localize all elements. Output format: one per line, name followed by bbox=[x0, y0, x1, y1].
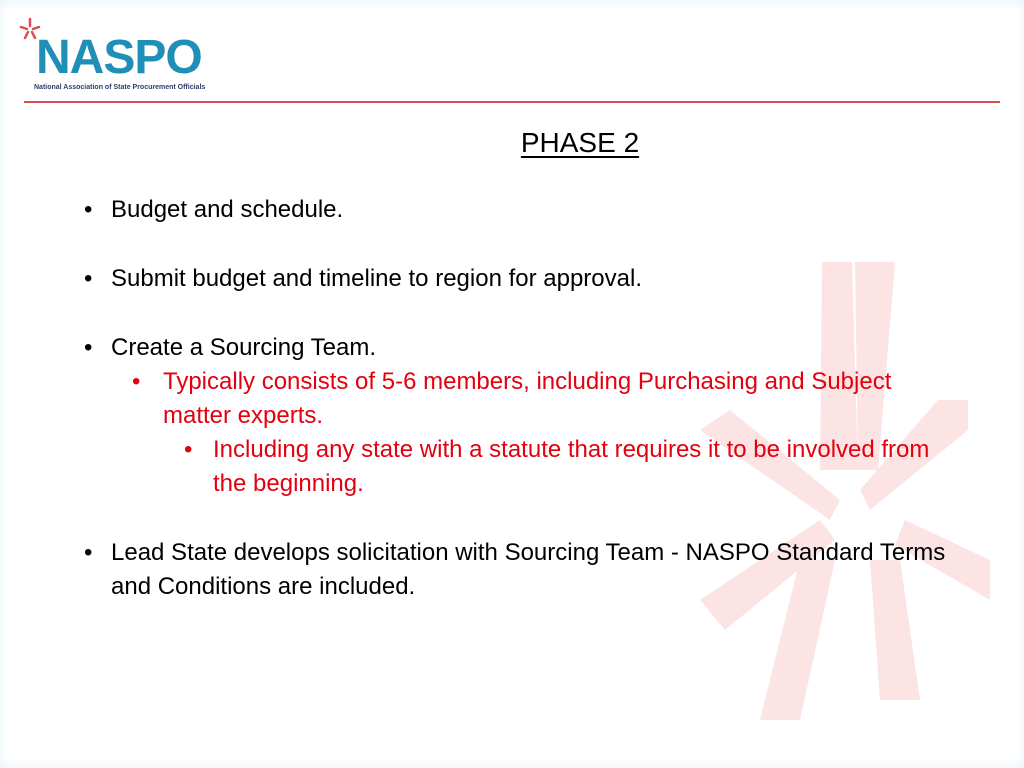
bullet-text: Lead State develops solicitation with Sourcing Team - NASPO Standard Terms and Conditions are included. bbox=[111, 539, 946, 600]
bullet-dot-icon: • bbox=[84, 196, 93, 223]
bullet-text: Create a Sourcing Team. bbox=[111, 334, 377, 361]
logo-subtitle: National Association of State Procurement Officials bbox=[34, 84, 206, 91]
naspo-logo bbox=[16, 16, 206, 96]
bullet-dot-icon: • bbox=[84, 265, 93, 292]
bullet-text: Submit budget and timeline to region for approval. bbox=[111, 265, 642, 292]
bullet-dot-icon: • bbox=[84, 334, 93, 361]
bullet-text: Budget and schedule. bbox=[111, 196, 344, 223]
sub-bullet-item bbox=[132, 365, 943, 433]
bullet-item bbox=[84, 193, 961, 227]
bullet-item bbox=[84, 331, 961, 365]
slide-title: PHASE 2 bbox=[520, 127, 640, 158]
header-divider bbox=[24, 101, 1000, 103]
sub-sub-bullet-item bbox=[184, 433, 933, 501]
sub-bullet-text: Typically consists of 5-6 members, including Purchasing and Subject matter experts. bbox=[163, 368, 892, 429]
sub-sub-bullet-text: Including any state with a statute that requires it to be involved from the beginning. bbox=[213, 436, 930, 497]
bullet-item bbox=[84, 536, 961, 604]
bullet-item bbox=[84, 262, 961, 296]
bullet-dot-icon: • bbox=[132, 368, 141, 395]
bullet-dot-icon: • bbox=[84, 539, 93, 566]
bullet-dot-icon: • bbox=[184, 436, 193, 463]
logo-wordmark: NASPO bbox=[36, 31, 202, 84]
